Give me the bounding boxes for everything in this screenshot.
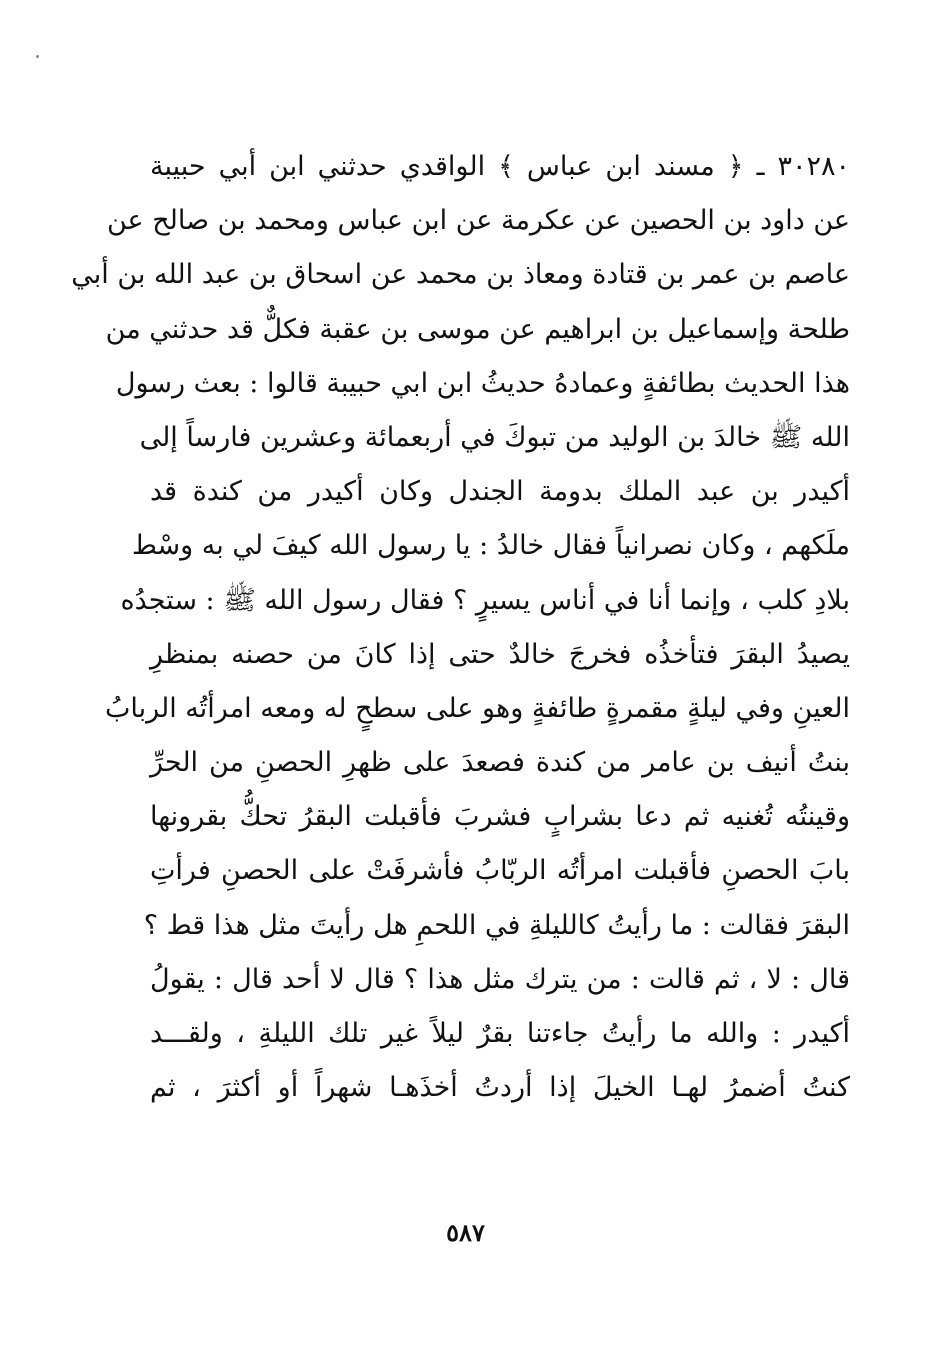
text-line-1: ٣٠٢٨٠ ـ ﴿ مسند ابن عباس ﴾ الواقدي حدثني ابن أبي حبيبة [150, 151, 850, 182]
text-line-13: وقينتُه تُغنيه ثم دعا بشرابٍ فشربَ فأقبلت البقرُ تحكُّ بقرونها [150, 801, 850, 833]
text-line-12: بنتُ أنيف بن عامر من كندة فصعدَ على ظهرِ الحصنِ من الحرِّ [150, 747, 850, 779]
text-line-8: ملَكهم ، وكان نصرانياً فقال خالدُ : يا رسول الله كيفَ لي به وسْط [131, 530, 850, 562]
text-line-2: عن داود بن الحصين عن عكرمة عن ابن عباس ومحمد بن صالح عن [106, 205, 850, 237]
text-line-14: بابَ الحصنِ فأقبلت امرأتُه الربّابُ فأشرفَتْ على الحصنِ فرأتِ [150, 855, 850, 887]
page-number: ٥٨٧ [446, 1218, 485, 1247]
body-text [71, 140, 850, 1115]
text-line-17: أكيدر : والله ما رأيتُ جاءتنا بقرٌ ليلاً غير تلك الليلةِ ، ولقـــد [150, 1018, 850, 1049]
text-line-3: عاصم بن عمر بن قتادة ومعاذ بن محمد عن اسحاق بن عبد الله بن أبي [71, 259, 850, 291]
text-line-4: طلحة وإسماعيل بن ابراهيم عن موسى بن عقبة فكلٌّ قد حدثني من [105, 313, 850, 345]
text-line-9: بلادِ كلب ، وإنما أنا في أناس يسيرٍ ؟ فقال رسول الله ﷺ : ستجدُه [120, 584, 850, 616]
scan-speck [36, 55, 39, 58]
text-line-6: الله ﷺ خالدَ بن الوليد من تبوكَ في أربعمائة وعشرين فارساً إلى [139, 421, 850, 453]
text-line-18: كنتُ أضمرُ لهـا الخيلَ إذا أردتُ أخذَهـا شهراً أو أكثرَ ، ثم [150, 1072, 850, 1104]
text-line-5: هذا الحديث بطائفةٍ وعمادهُ حديثُ ابن ابي حبيبة قالوا : بعث رسول [115, 367, 850, 399]
text-line-15: البقرَ فقالت : ما رأيتُ كالليلةِ في اللحمِ هل رأيتَ مثل هذا قط ؟ [143, 909, 850, 941]
text-line-7: أكيدر بن عبد الملك بدومة الجندل وكان أكيدر من كندة قد [150, 476, 850, 508]
text-line-11: العينِ وفي ليلةٍ مقمرةٍ طائفةٍ وهو على سطحٍ له ومعه امرأتُه الربابُ [104, 692, 850, 724]
text-line-16: قال : لا ، ثم قالت : من يترك مثل هذا ؟ قال لا أحد قال : يقولُ [150, 963, 850, 995]
text-line-10: يصيدُ البقرَ فتأخذُه فخرجَ خالدٌ حتى إذا كانَ من حصنه بمنظرِ [150, 638, 850, 670]
